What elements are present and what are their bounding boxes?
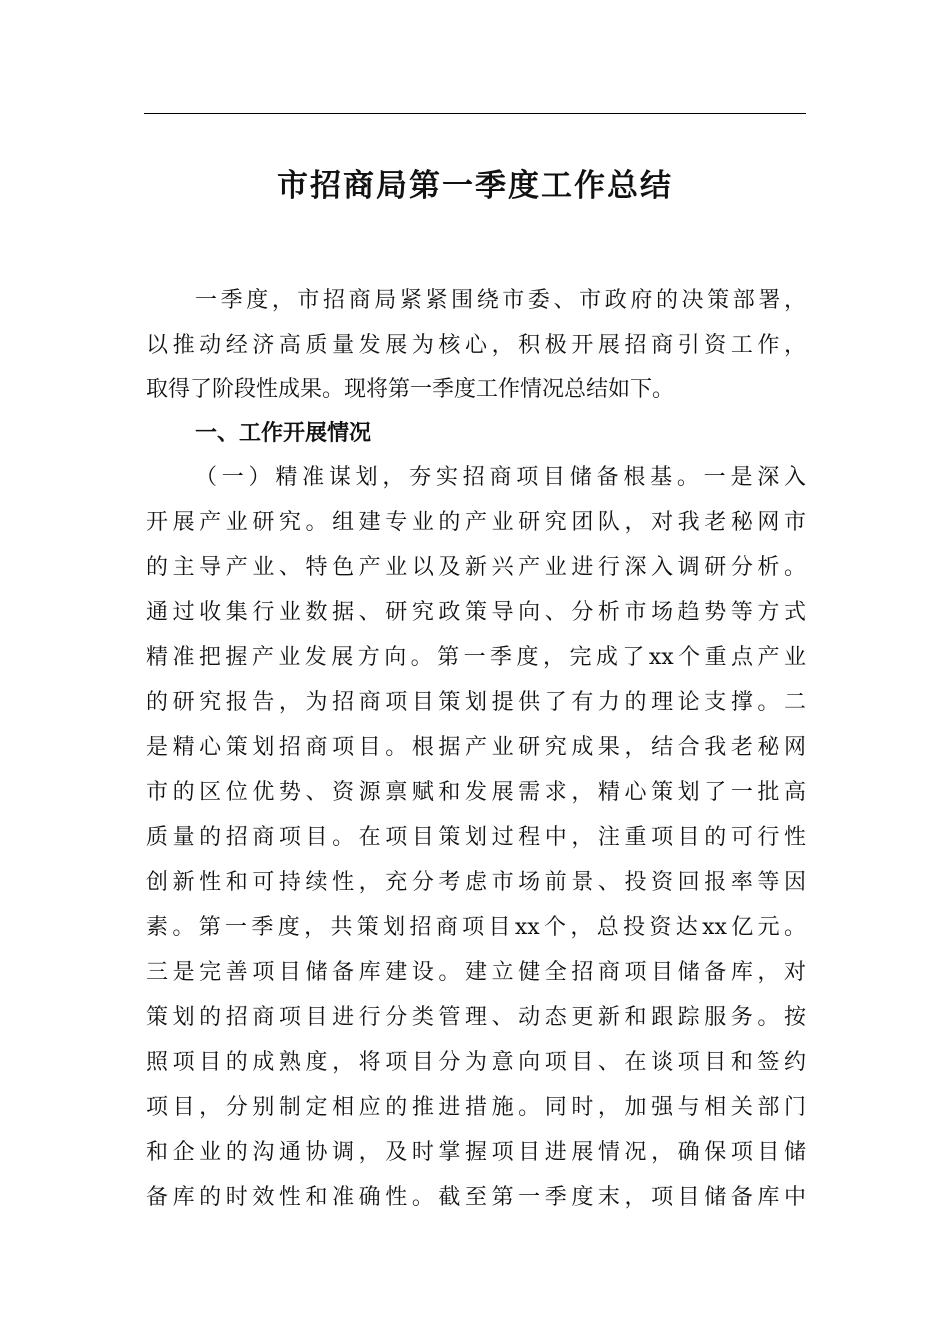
body-line: 照项目的成熟度，将项目分为意向项目、在谈项目和签约: [146, 1050, 806, 1075]
body-line: 备库的时效性和准确性。截至第一季度末，项目储备库中: [146, 1185, 806, 1210]
body-line: 创新性和可持续性，充分考虑市场前景、投资回报率等因: [146, 870, 806, 895]
intro-line: 取得了阶段性成果。现将第一季度工作情况总结如下。: [146, 377, 675, 402]
intro-line: 以推动经济高质量发展为核心，积极开展招商引资工作，: [146, 333, 806, 358]
body-line: 项目，分别制定相应的推进措施。同时，加强与相关部门: [146, 1095, 806, 1120]
body-line: 质量的招商项目。在项目策划过程中，注重项目的可行性: [146, 825, 806, 850]
body-line: 三是完善项目储备库建设。建立健全招商项目储备库，对: [146, 960, 806, 985]
body-line: 是精心策划招商项目。根据产业研究成果，结合我老秘网: [146, 735, 806, 760]
body-line: 的研究报告，为招商项目策划提供了有力的理论支撑。二: [146, 690, 806, 715]
body-line: 市的区位优势、资源禀赋和发展需求，精心策划了一批高: [146, 780, 806, 805]
body-line: 策划的招商项目进行分类管理、动态更新和跟踪服务。按: [146, 1005, 806, 1030]
body-line: 的主导产业、特色产业以及新兴产业进行深入调研分析。: [146, 555, 806, 580]
body-line: 开展产业研究。组建专业的产业研究团队，对我老秘网市: [146, 510, 806, 535]
body-line: （一）精准谋划，夯实招商项目储备根基。一是深入: [195, 465, 806, 490]
section-heading: 一、工作开展情况: [195, 420, 372, 446]
body-line: 精准把握产业发展方向。第一季度，完成了xx个重点产业: [146, 645, 806, 670]
body-line: 通过收集行业数据、研究政策导向、分析市场趋势等方式: [146, 600, 806, 625]
intro-line: 一季度，市招商局紧紧围绕市委、市政府的决策部署，: [195, 288, 806, 313]
body-line: 和企业的沟通协调，及时掌握项目进展情况，确保项目储: [146, 1140, 806, 1165]
document-title: 市招商局第一季度工作总结: [277, 168, 673, 204]
body-line: 素。第一季度，共策划招商项目xx个，总投资达xx亿元。: [146, 915, 806, 940]
header-rule: [144, 113, 806, 114]
